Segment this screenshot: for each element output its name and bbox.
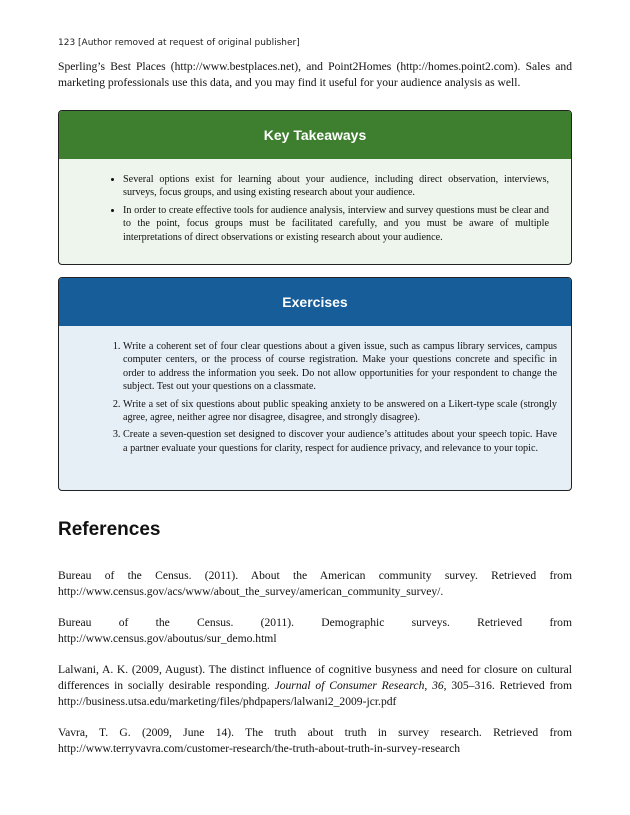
key-takeaways-list	[99, 173, 549, 244]
references-list	[58, 568, 572, 772]
reference-entry: Bureau of the Census. (2011). About the American community survey. Retrieved from http://www.census.gov/acs/www/about_the_survey/american_community_survey/.	[58, 569, 572, 598]
journal-volume: 36	[432, 679, 444, 692]
list-item: 1. Write a coherent set of four clear questions about a given issue, such as campus library services, campus computer centers, or the process of course registration. Make your questions concrete and specific in order to address the information you seek. Do not allow opportunities for your respondent to change the subject. Test out your questions on a classmate.	[123, 340, 557, 394]
exercises-list	[99, 340, 557, 455]
list-item: • Several options exist for learning about your audience, including direct observation, interviews, surveys, focus groups, and using existing research about your audience.	[123, 173, 549, 200]
key-takeaways-title: Key Takeaways	[59, 111, 571, 159]
running-head: 123 [Author removed at request of original publisher]	[58, 38, 300, 48]
intro-paragraph: Sperling’s Best Places (http://www.bestplaces.net), and Point2Homes (http://homes.point2.com). Sales and marketing professionals use this data, and you may find it useful for your audience analysis as well.	[58, 60, 572, 89]
journal-title: Journal of Consumer Research	[274, 679, 425, 692]
reference-entry: Lalwani, A. K. (2009, August). The distinct influence of cognitive busyness and need for closure on cultural differences in socially desirable responding. Journal of Consumer Research, 36, 305–316. Retrieved from http://business.utsa.edu/marketing/files/phdpapers/lalwani2_2009-jcr.pdf	[58, 663, 572, 708]
exercises-box	[58, 277, 572, 491]
list-item: • In order to create effective tools for audience analysis, interview and survey questions must be clear and to the point, focus groups must be facilitated carefully, and you must be aware of multiple interpretations of direct observations or existing research about your audience.	[123, 204, 549, 244]
references-heading: References	[58, 519, 161, 540]
reference-entry: Vavra, T. G. (2009, June 14). The truth about truth in survey research. Retrieved from http://www.terryvavra.com/customer-research/the-truth-about-truth-in-survey-research	[58, 726, 572, 755]
exercises-title: Exercises	[59, 278, 571, 326]
list-item: 2. Write a set of six questions about public speaking anxiety to be answered on a Likert-type scale (strongly agree, agree, neither agree nor disagree, disagree, and strongly disagree).	[123, 398, 557, 425]
reference-entry: Bureau of the Census. (2011). Demographic surveys. Retrieved from http://www.census.gov/aboutus/sur_demo.html	[58, 616, 572, 645]
list-item: 3. Create a seven-question set designed to discover your audience’s attitudes about your speech topic. Have a partner evaluate your questions for clarity, respect for audience privacy, and relevance to your topic.	[123, 428, 557, 455]
key-takeaways-box	[58, 110, 572, 265]
